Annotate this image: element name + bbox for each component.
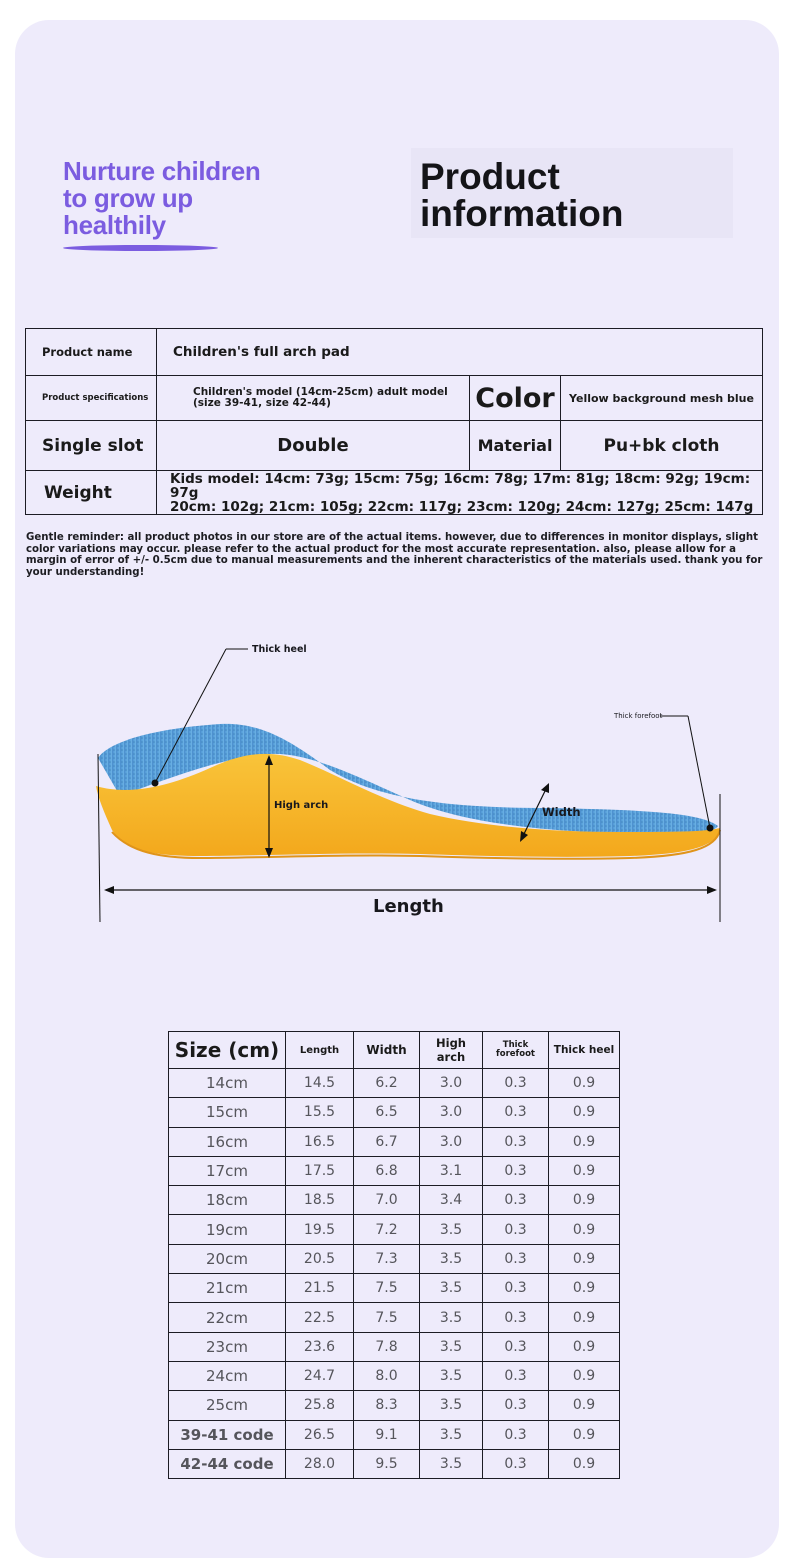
cell-size: 23cm [169, 1332, 286, 1361]
cell-size: 19cm [169, 1215, 286, 1244]
specs-label: Product specifications [26, 376, 157, 421]
cell-high-arch: 3.5 [420, 1274, 483, 1303]
cell-length: 16.5 [286, 1127, 354, 1156]
weight-value [157, 471, 763, 515]
cell-high-arch: 3.5 [420, 1420, 483, 1449]
cell-thick-forefoot: 0.3 [483, 1361, 549, 1390]
cell-thick-heel: 0.9 [549, 1332, 620, 1361]
table-row [169, 1274, 620, 1303]
cell-length: 18.5 [286, 1186, 354, 1215]
cell-size: 22cm [169, 1303, 286, 1332]
cell-length: 21.5 [286, 1274, 354, 1303]
cell-size: 15cm [169, 1098, 286, 1127]
width-label: Width [542, 805, 581, 819]
cell-high-arch: 3.5 [420, 1244, 483, 1273]
cell-high-arch: 3.5 [420, 1361, 483, 1390]
cell-thick-heel: 0.9 [549, 1361, 620, 1390]
cell-thick-heel: 0.9 [549, 1069, 620, 1098]
cell-length: 17.5 [286, 1156, 354, 1185]
cell-length: 24.7 [286, 1361, 354, 1390]
title-line: Product [420, 156, 560, 197]
cell-width: 8.3 [354, 1391, 420, 1420]
cell-width: 7.8 [354, 1332, 420, 1361]
cell-high-arch: 3.5 [420, 1449, 483, 1478]
material-label: Material [470, 421, 561, 471]
size-table-header [169, 1032, 620, 1069]
table-row [169, 1156, 620, 1185]
weight-value-line: Kids model: 14cm: 73g; 15cm: 75g; 16cm: 78g; 17m: 81g; 18cm: 92g; 19cm: 97g [170, 470, 751, 501]
thick-forefoot-label: Thick forefoot [614, 712, 663, 720]
cell-size: 24cm [169, 1361, 286, 1390]
table-row [169, 1127, 620, 1156]
cell-size: 20cm [169, 1244, 286, 1273]
slogan [63, 158, 303, 239]
cell-thick-forefoot: 0.3 [483, 1391, 549, 1420]
cell-width: 8.0 [354, 1361, 420, 1390]
color-value: Yellow background mesh blue [561, 376, 763, 421]
cell-high-arch: 3.0 [420, 1098, 483, 1127]
cell-size: 42-44 code [169, 1449, 286, 1478]
cell-width: 6.5 [354, 1098, 420, 1127]
table-row [169, 1069, 620, 1098]
cell-width: 7.2 [354, 1215, 420, 1244]
cell-high-arch: 3.5 [420, 1303, 483, 1332]
table-row [169, 1391, 620, 1420]
cell-length: 25.8 [286, 1391, 354, 1420]
product-info-table [25, 328, 763, 515]
info-row-specs [26, 376, 763, 421]
specs-value: Children's model (14cm-25cm) adult model (size 39-41, size 42-44) [157, 376, 470, 421]
cell-high-arch: 3.0 [420, 1127, 483, 1156]
header-thick-heel: Thick heel [549, 1032, 620, 1069]
cell-size: 25cm [169, 1391, 286, 1420]
cell-thick-forefoot: 0.3 [483, 1215, 549, 1244]
slogan-line: to grow up [63, 183, 193, 213]
gentle-reminder: Gentle reminder: all product photos in our store are of the actual items. however, due to differences in monitor displays, slight color variations may occur. please refer to the actual product for the most accurate representation. also, please allow for a margin of error of +/- 0.5cm due to manual measurements and the inherent characteristics of the materials used. thank you for your understanding! [26, 532, 763, 578]
cell-thick-heel: 0.9 [549, 1244, 620, 1273]
table-row [169, 1361, 620, 1390]
table-row [169, 1098, 620, 1127]
cell-thick-heel: 0.9 [549, 1215, 620, 1244]
table-row [169, 1303, 620, 1332]
table-row [169, 1244, 620, 1273]
cell-width: 7.5 [354, 1274, 420, 1303]
product-name-label: Product name [26, 329, 157, 376]
cell-thick-forefoot: 0.3 [483, 1332, 549, 1361]
cell-high-arch: 3.5 [420, 1391, 483, 1420]
product-name-value: Children's full arch pad [157, 329, 763, 376]
cell-length: 15.5 [286, 1098, 354, 1127]
cell-high-arch: 3.5 [420, 1332, 483, 1361]
length-label: Length [373, 896, 444, 917]
size-table-body [169, 1069, 620, 1479]
cell-width: 6.8 [354, 1156, 420, 1185]
cell-length: 14.5 [286, 1069, 354, 1098]
cell-thick-forefoot: 0.3 [483, 1244, 549, 1273]
cell-length: 22.5 [286, 1303, 354, 1332]
cell-thick-forefoot: 0.3 [483, 1069, 549, 1098]
cell-length: 26.5 [286, 1420, 354, 1449]
table-row [169, 1449, 620, 1478]
cell-thick-heel: 0.9 [549, 1303, 620, 1332]
weight-value-line: 20cm: 102g; 21cm: 105g; 22cm: 117g; 23cm: 120g; 24cm: 127g; 25cm: 147g [170, 498, 754, 515]
cell-size: 16cm [169, 1127, 286, 1156]
cell-width: 9.1 [354, 1420, 420, 1449]
cell-length: 23.6 [286, 1332, 354, 1361]
cell-thick-forefoot: 0.3 [483, 1186, 549, 1215]
thick-heel-label: Thick heel [252, 644, 307, 655]
cell-thick-forefoot: 0.3 [483, 1098, 549, 1127]
cell-size: 14cm [169, 1069, 286, 1098]
cell-thick-heel: 0.9 [549, 1127, 620, 1156]
page-title [420, 158, 623, 232]
header-high-arch: High arch [420, 1032, 483, 1069]
cell-size: 39-41 code [169, 1420, 286, 1449]
cell-size: 18cm [169, 1186, 286, 1215]
table-row [169, 1186, 620, 1215]
title-line: information [420, 193, 624, 234]
cell-width: 7.0 [354, 1186, 420, 1215]
cell-thick-heel: 0.9 [549, 1420, 620, 1449]
cell-thick-heel: 0.9 [549, 1098, 620, 1127]
material-value: Pu+bk cloth [561, 421, 763, 471]
insole-illustration [0, 600, 790, 940]
header-size: Size (cm) [169, 1032, 286, 1069]
cell-thick-forefoot: 0.3 [483, 1127, 549, 1156]
info-row-slot-material [26, 421, 763, 471]
cell-thick-heel: 0.9 [549, 1449, 620, 1478]
single-slot-value: Double [157, 421, 470, 471]
cell-width: 7.3 [354, 1244, 420, 1273]
cell-high-arch: 3.4 [420, 1186, 483, 1215]
cell-length: 28.0 [286, 1449, 354, 1478]
slogan-underline [63, 245, 218, 251]
high-arch-label: High arch [274, 800, 329, 811]
cell-high-arch: 3.1 [420, 1156, 483, 1185]
cell-thick-heel: 0.9 [549, 1156, 620, 1185]
cell-thick-heel: 0.9 [549, 1274, 620, 1303]
cell-thick-heel: 0.9 [549, 1391, 620, 1420]
cell-width: 9.5 [354, 1449, 420, 1478]
cell-width: 6.7 [354, 1127, 420, 1156]
header-width: Width [354, 1032, 420, 1069]
slogan-line: healthily [63, 210, 166, 240]
table-row [169, 1332, 620, 1361]
cell-thick-forefoot: 0.3 [483, 1420, 549, 1449]
insole-diagram [0, 600, 790, 940]
cell-width: 7.5 [354, 1303, 420, 1332]
size-chart-table [168, 1031, 620, 1479]
color-label: Color [470, 376, 561, 421]
cell-length: 20.5 [286, 1244, 354, 1273]
slogan-line: Nurture children [63, 156, 261, 186]
info-row-product-name [26, 329, 763, 376]
cell-thick-forefoot: 0.3 [483, 1303, 549, 1332]
cell-length: 19.5 [286, 1215, 354, 1244]
cell-thick-forefoot: 0.3 [483, 1156, 549, 1185]
cell-size: 17cm [169, 1156, 286, 1185]
info-row-weight [26, 471, 763, 515]
header-length: Length [286, 1032, 354, 1069]
table-row [169, 1215, 620, 1244]
header-thick-forefoot: Thick forefoot [483, 1032, 549, 1069]
cell-size: 21cm [169, 1274, 286, 1303]
cell-high-arch: 3.5 [420, 1215, 483, 1244]
cell-thick-heel: 0.9 [549, 1186, 620, 1215]
table-row [169, 1420, 620, 1449]
single-slot-label: Single slot [26, 421, 157, 471]
cell-thick-forefoot: 0.3 [483, 1274, 549, 1303]
cell-width: 6.2 [354, 1069, 420, 1098]
cell-high-arch: 3.0 [420, 1069, 483, 1098]
weight-label: Weight [26, 471, 157, 515]
cell-thick-forefoot: 0.3 [483, 1449, 549, 1478]
